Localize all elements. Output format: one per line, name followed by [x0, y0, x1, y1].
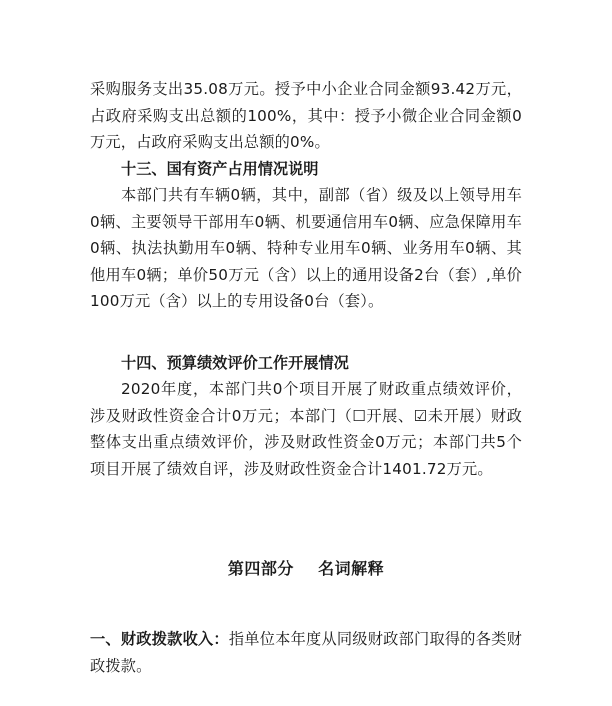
- section-13-heading: 十三、国有资产占用情况说明: [121, 160, 319, 178]
- glossary-term: 一、财政拨款收入：: [90, 630, 229, 648]
- procurement-summary-paragraph: 采购服务支出35.08万元。授予中小企业合同金额93.42万元，占政府采购支出总额的100%，其中：授予小微企业合同金额0万元，占政府采购支出总额的0%。: [90, 80, 522, 151]
- asset-usage-paragraph: 本部门共有车辆0辆，其中，副部（省）级及以上领导用车0辆、主要领导干部用车0辆、机要通信用车0辆、应急保障用车0辆、执法执勤用车0辆、特种专业用车0辆、业务用车0辆、其他用车0辆；单价50万元（含）以上的通用设备2台（套）,单价100万元（含）以上的专用设备0台（套）。: [90, 186, 522, 310]
- section-14-heading: 十四、预算绩效评价工作开展情况: [121, 354, 349, 372]
- glossary-item-1: [90, 626, 522, 679]
- part-4-title: 第四部分 名词解释: [227, 559, 385, 578]
- glossary-definition: 指单位本年度从同级财政部门取得的各类财政拨款。: [90, 630, 522, 675]
- performance-evaluation-paragraph: 2020年度，本部门共0个项目开展了财政重点绩效评价，涉及财政性资金合计0万元；本部门（☐开展、☑未开展）财政整体支出重点绩效评价，涉及财政性资金0万元；本部门共5个项目开展了绩效自评，涉及财政性资金合计1401.72万元。: [90, 380, 522, 478]
